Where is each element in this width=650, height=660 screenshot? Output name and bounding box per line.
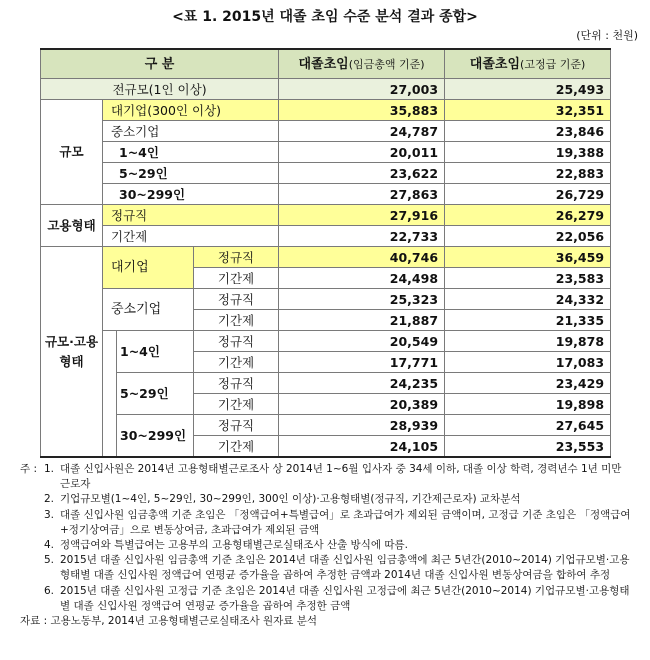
value-cell: 17,083 [445,352,611,373]
value-cell: 22,056 [445,226,611,247]
notes-section [20,462,632,629]
value-cell: 23,583 [445,268,611,289]
table-row [41,163,611,184]
value-cell: 27,645 [445,415,611,436]
row-label: 기간제 [194,394,279,415]
row-label: 정규직 [103,205,279,226]
indent-spacer [103,331,117,458]
table-row [41,184,611,205]
row-label: 기간제 [194,268,279,289]
value-cell: 20,389 [279,394,445,415]
row-label: 정규직 [194,373,279,394]
row-label: 정규직 [194,289,279,310]
row-label: 대기업(300인 이상) [103,100,279,121]
value-cell: 22,883 [445,163,611,184]
table-row [41,121,611,142]
table-row [41,247,611,268]
note-item: 4. 정액급여와 특별급여는 고용부의 고용형태별근로실태조사 산출 방식에 따름. [43,539,408,552]
value-cell: 24,235 [279,373,445,394]
row-label: 전규모(1인 이상) [41,79,279,100]
value-cell: 24,332 [445,289,611,310]
value-cell: 20,549 [279,331,445,352]
value-cell: 32,351 [445,100,611,121]
header-row [41,49,611,79]
value-cell: 19,388 [445,142,611,163]
table-row [41,415,611,436]
block-label: 대기업 [103,247,194,289]
header-col1: 대졸초임(임금총액 기준) [279,49,445,79]
value-cell: 22,733 [279,226,445,247]
value-cell: 21,335 [445,310,611,331]
header-col2: 대졸초임(고정급 기준) [445,49,611,79]
block-label: 1~4인 [117,331,194,373]
value-cell: 23,429 [445,373,611,394]
value-cell: 21,887 [279,310,445,331]
source-note: 자료 : 고용노동부, 2014년 고용형태별근로실태조사 원자료 분석 [20,615,318,628]
row-label: 정규직 [194,331,279,352]
group-label-cross: 규모·고용형태 [41,247,103,458]
row-label: 기간제 [103,226,279,247]
note-item: 3. 대졸 신입사원 임금총액 기준 초임은 「정액급여+특별급여」로 초과급여가 제외된 금액이며, 고정급 기준 초임은 「정액급여+정기상여금」으로 변동상여금, 초과급여가 제외된 금액 [43,508,631,536]
value-cell: 26,729 [445,184,611,205]
row-label: 기간제 [194,436,279,458]
row-label: 중소기업 [103,121,279,142]
value-cell: 35,883 [279,100,445,121]
value-cell: 25,323 [279,289,445,310]
value-cell: 23,553 [445,436,611,458]
header-category: 구 분 [41,49,279,79]
value-cell: 23,846 [445,121,611,142]
notes-prefix: 주 : [20,463,38,475]
row-label: 정규직 [194,415,279,436]
block-label: 30~299인 [117,415,194,458]
table-row [41,142,611,163]
value-cell: 23,622 [279,163,445,184]
block-label: 중소기업 [103,289,194,331]
table-row [41,100,611,121]
row-label: 30~299인 [103,184,279,205]
value-cell: 19,898 [445,394,611,415]
table-title: <표 1. 2015년 대졸 초임 수준 분석 결과 종합> [172,9,478,25]
value-cell: 27,863 [279,184,445,205]
value-cell: 27,003 [279,79,445,100]
value-cell: 24,105 [279,436,445,458]
group-label-size: 규모 [41,100,103,205]
table-row [41,226,611,247]
value-cell: 20,011 [279,142,445,163]
value-cell: 40,746 [279,247,445,268]
row-label: 정규직 [194,247,279,268]
note-item: 2. 기업규모별(1~4인, 5~29인, 30~299인, 300인 이상)·고용형태별(정규직, 기간제근로자) 교차분석 [43,493,521,506]
value-cell: 28,939 [279,415,445,436]
value-cell: 26,279 [445,205,611,226]
table-row [41,79,611,100]
row-label: 기간제 [194,352,279,373]
table-row [41,373,611,394]
block-label: 5~29인 [117,373,194,415]
table-row [41,331,611,352]
row-label: 5~29인 [103,163,279,184]
value-cell: 17,771 [279,352,445,373]
unit-label: (단위 : 천원) [576,29,638,42]
table-row [41,289,611,310]
value-cell: 25,493 [445,79,611,100]
value-cell: 27,916 [279,205,445,226]
value-cell: 36,459 [445,247,611,268]
row-label: 기간제 [194,310,279,331]
group-label-emp: 고용형태 [41,205,103,247]
table-row [41,205,611,226]
note-item: 5. 2015년 대졸 신입사원 임금총액 기준 초임은 2014년 대졸 신입사원 임금총액에 최근 5년간(2010~2014) 기업규모별·고용형태별 대졸 신입사원 정액급여 연평균 증가율을 곱하여 추정한 금액과 2014년 대졸 신입사원 변동상여금을 합하여 추정 [43,554,630,582]
note-item: 6. 2015년 대졸 신입사원 고정급 기준 초임은 2014년 대졸 신입사원 고정급에 최근 5년간(2010~2014) 기업규모별·고용형태별 대졸 신입사원 정액급여 연평균 증가율을 곱하여 추정한 금액 [43,584,630,612]
value-cell: 24,787 [279,121,445,142]
value-cell: 24,498 [279,268,445,289]
note-item: 주 : 1. 대졸 신입사원은 2014년 고용형태별근로조사 상 2014년 1~6월 입사자 중 34세 이하, 대졸 이상 학력, 경력년수 1년 미만 근로자 [20,462,632,492]
salary-table [40,48,611,458]
value-cell: 19,878 [445,331,611,352]
row-label: 1~4인 [103,142,279,163]
